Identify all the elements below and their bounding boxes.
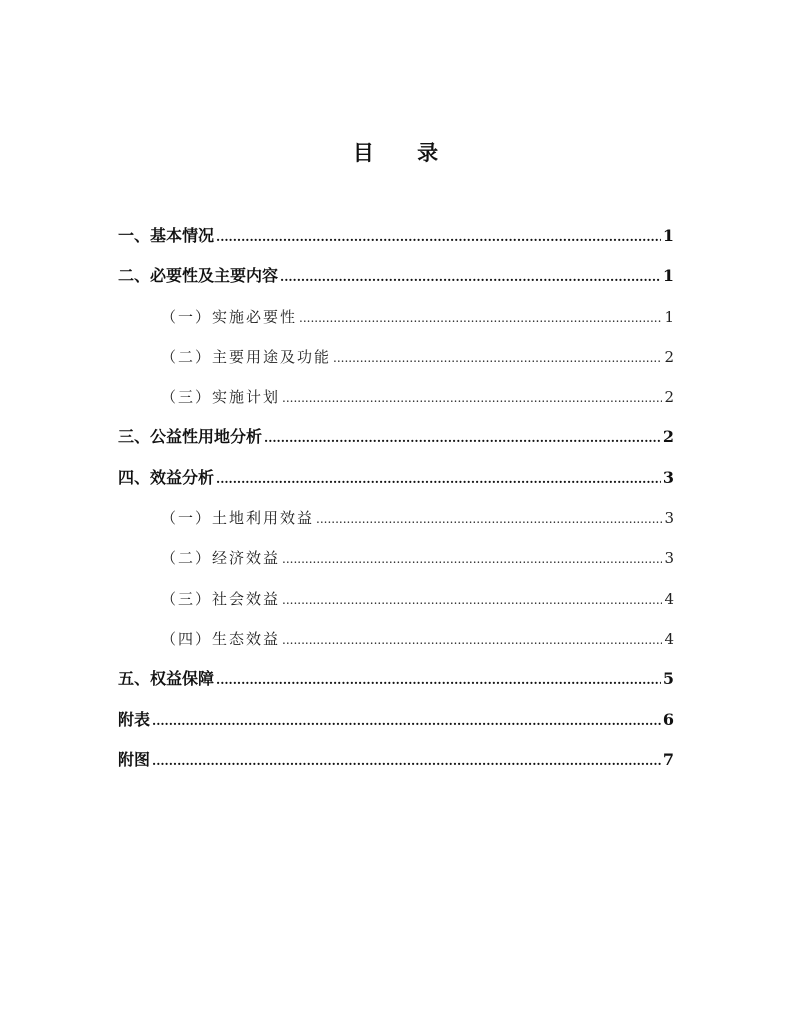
toc-page-number: 3: [664, 549, 674, 568]
toc-entry-social-benefit[interactable]: [118, 584, 674, 624]
toc-page-number: 4: [664, 589, 674, 608]
toc-entry-label: 附表: [118, 709, 151, 729]
toc-leader-dots: [152, 706, 661, 736]
toc-leader-dots: [282, 625, 662, 655]
toc-page-number: 7: [662, 749, 674, 769]
toc-page-number: 3: [662, 467, 674, 487]
toc-leader-dots: [282, 383, 662, 413]
toc-entry-ecological-benefit[interactable]: [118, 624, 674, 664]
toc-entry-label: 三、公益性用地分析: [118, 427, 263, 447]
toc-entry-label: 附图: [118, 749, 151, 769]
toc-title: 目 录: [352, 141, 457, 165]
toc-leader-dots: [216, 464, 661, 494]
toc-page-number: 6: [662, 709, 674, 729]
toc-leader-dots: [316, 504, 662, 534]
toc-leader-dots: [282, 544, 662, 574]
toc-page-number: 1: [662, 226, 674, 245]
toc-page-number: 2: [662, 427, 674, 447]
toc-entry-label: （三）实施计划: [161, 388, 281, 407]
toc-page-number: 5: [662, 669, 674, 689]
toc-entry-main-use-function[interactable]: [118, 342, 674, 382]
toc-entry-basic-info[interactable]: [118, 221, 674, 261]
toc-list: [118, 221, 674, 785]
toc-entry-rights-protection[interactable]: [118, 664, 674, 704]
toc-leader-dots: [216, 222, 661, 252]
toc-page-number: 4: [664, 629, 674, 648]
toc-page-number: 1: [662, 266, 674, 286]
toc-entry-label: （一）土地利用效益: [161, 509, 315, 528]
toc-page-number: 1: [664, 307, 674, 326]
toc-page-number: 2: [664, 347, 674, 366]
toc-leader-dots: [280, 262, 661, 292]
toc-leader-dots: [282, 585, 662, 615]
toc-entry-label: 四、效益分析: [118, 467, 215, 487]
toc-page-number: 3: [664, 509, 674, 528]
toc-entry-label: 一、基本情况: [118, 226, 215, 245]
toc-leader-dots: [299, 303, 662, 333]
toc-entry-public-land-analysis[interactable]: [118, 422, 674, 462]
toc-entry-benefit-analysis[interactable]: [118, 463, 674, 503]
toc-entry-label: 二、必要性及主要内容: [118, 266, 279, 286]
toc-entry-economic-benefit[interactable]: [118, 543, 674, 583]
toc-entry-label: （四）生态效益: [161, 629, 281, 648]
toc-entry-implementation-plan[interactable]: [118, 382, 674, 422]
toc-leader-dots: [333, 343, 662, 373]
toc-leader-dots: [264, 423, 661, 453]
toc-entry-label: （二）主要用途及功能: [161, 347, 332, 366]
toc-entry-label: （一）实施必要性: [161, 307, 298, 326]
toc-entry-land-use-benefit[interactable]: [118, 503, 674, 543]
toc-entry-attached-tables[interactable]: [118, 705, 674, 745]
toc-leader-dots: [216, 665, 661, 695]
toc-entry-label: 五、权益保障: [118, 669, 215, 689]
toc-entry-label: （二）经济效益: [161, 549, 281, 568]
toc-entry-attached-figures[interactable]: [118, 745, 674, 785]
toc-entry-necessity-main-content[interactable]: [118, 261, 674, 301]
toc-entry-implementation-necessity[interactable]: [118, 302, 674, 342]
toc-leader-dots: [152, 746, 661, 776]
toc-entry-label: （三）社会效益: [161, 589, 281, 608]
toc-page-number: 2: [664, 388, 674, 407]
